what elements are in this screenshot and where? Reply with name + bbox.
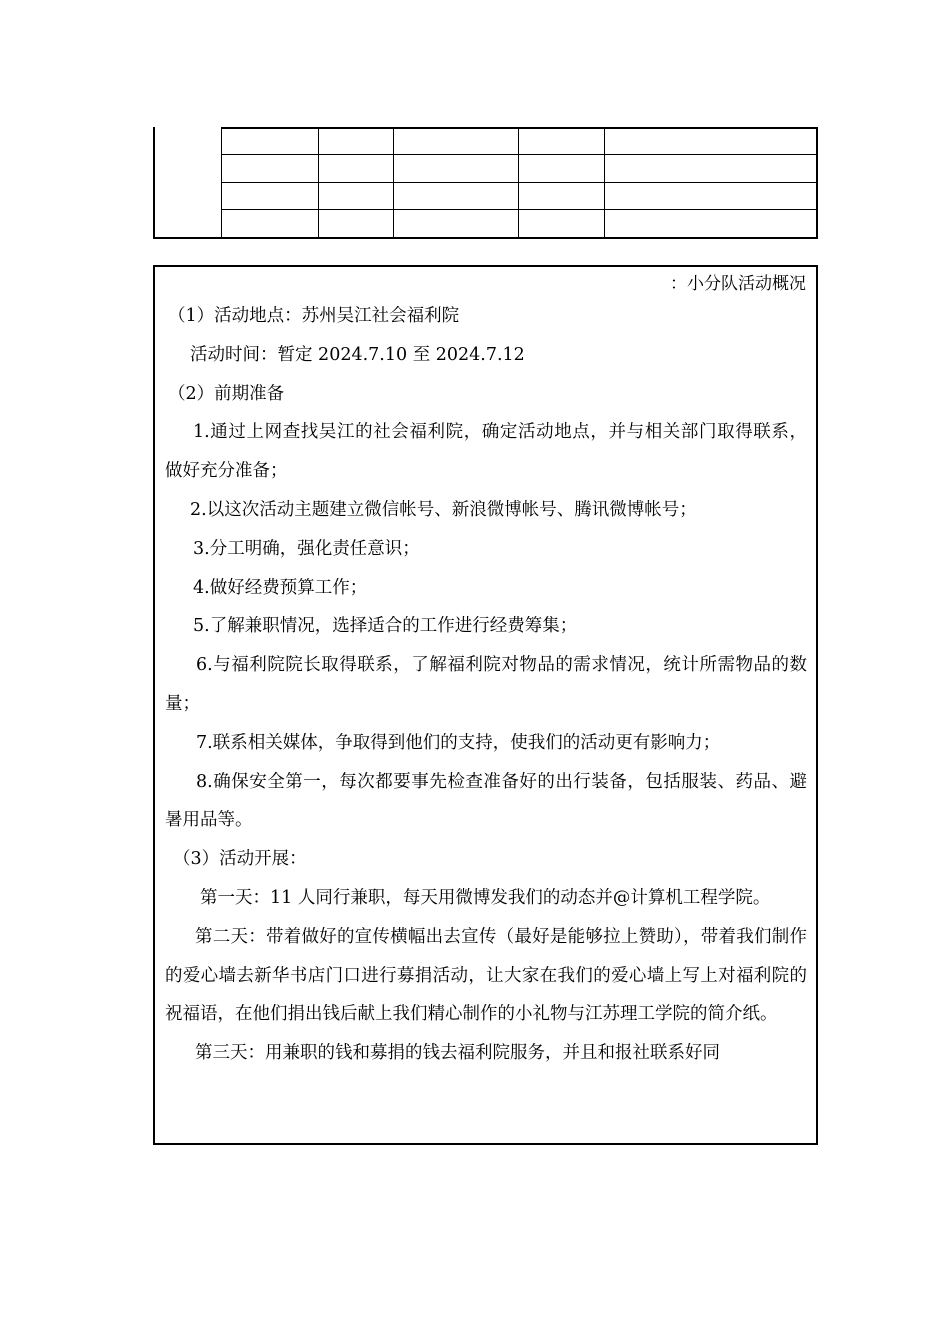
- paragraph-day-2: 第二天：带着做好的宣传横幅出去宣传（最好是能够拉上赞助），带着我们制作的爱心墙去新华书店门口进行募捐活动，让大家在我们的爱心墙上写上对福利院的祝福语，在他们捐出钱后献上我们精心制作的小礼物与江苏理工学院的简介纸。: [165, 926, 807, 1025]
- paragraph-item-5: 5.了解兼职情况，选择适合的工作进行经费筹集；: [193, 616, 578, 637]
- paragraph-item-1: 1.通过上网查找吴江的社会福利院，确定活动地点，并与相关部门取得联系， 做好充分准备；: [165, 422, 807, 482]
- paragraph-location: （1）活动地点：苏州吴江社会福利院: [168, 306, 460, 326]
- paragraph-item-4: 4.做好经费预算工作；: [193, 577, 368, 598]
- paragraph-prep-heading: （2）前期准备: [168, 383, 285, 404]
- paragraph-item-7: 7.联系相关媒体，争取得到他们的支持，使我们的活动更有影响力；: [196, 732, 721, 753]
- table-col-divider: [604, 127, 605, 237]
- paragraph-day-1: 第一天：11 人同行兼职，每天用微博发我们的动态并@计算机工程学院。: [200, 887, 771, 908]
- paragraph-time: 活动时间：暂定 2024.7.10 至 2024.7.12: [190, 344, 525, 365]
- paragraph-activity-heading: （3）活动开展：: [173, 849, 307, 870]
- table-col-divider: [393, 127, 394, 237]
- activity-overview-box: [153, 265, 818, 1145]
- table-merged-cell: [155, 127, 222, 237]
- table-grid: [221, 127, 816, 237]
- paragraph-item-3: 3.分工明确，强化责任意识；: [193, 538, 420, 559]
- table-col-divider: [518, 127, 519, 237]
- section-content: [165, 297, 807, 1073]
- paragraph-item-6: 6.与福利院院长取得联系，了解福利院对物品的需求情况，统计所需物品的数量；: [165, 655, 807, 714]
- paragraph-day-3: 第三天：用兼职的钱和募捐的钱去福利院服务，并且和报社联系好同: [195, 1043, 720, 1064]
- table-col-divider: [318, 127, 319, 237]
- section-heading: ：小分队活动概况: [670, 274, 806, 294]
- paragraph-item-2: 2.以这次活动主题建立微信帐号、新浪微博帐号、腾讯微博帐号；: [190, 499, 697, 520]
- paragraph-item-8: 8.确保安全第一，每次都要事先检查准备好的出行装备，包括服装、药品、避暑用品等。: [165, 771, 807, 831]
- top-table: [153, 127, 818, 239]
